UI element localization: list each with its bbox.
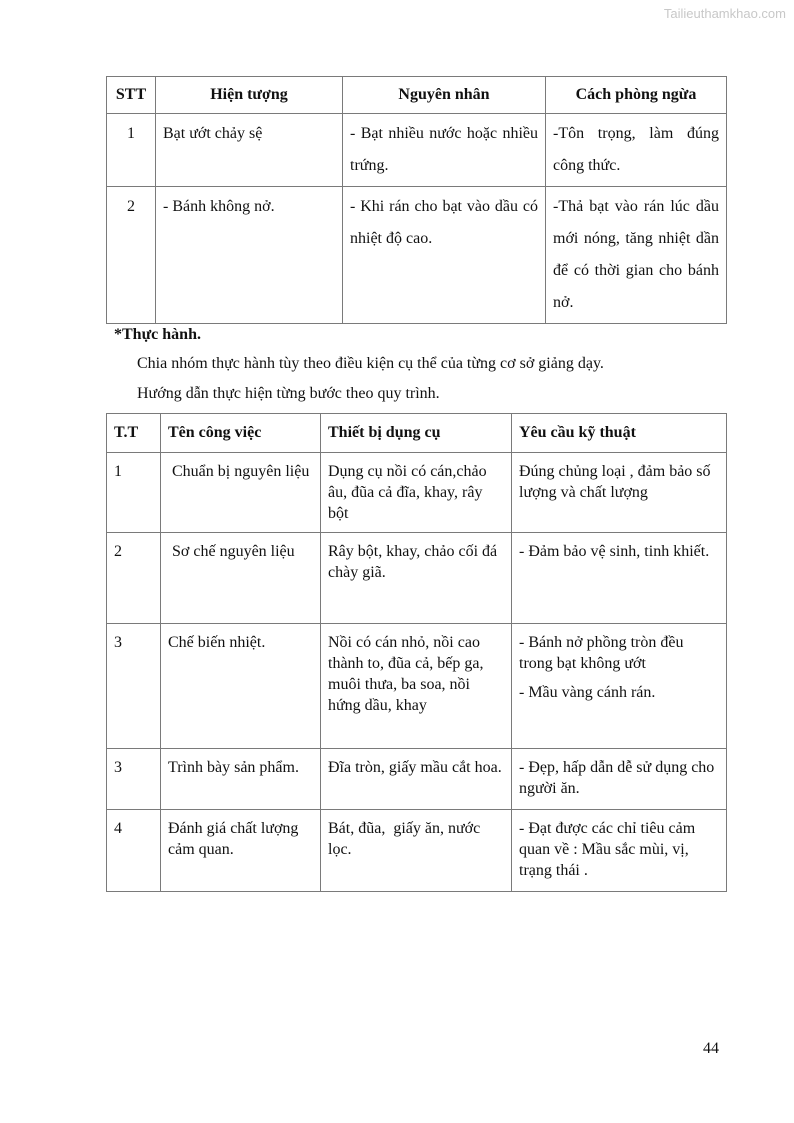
header-requirements: Yêu cầu kỹ thuật — [512, 414, 727, 453]
cell-cause: - Bạt nhiều nước hoặc nhiều trứng. — [343, 114, 546, 187]
cell-stt: 1 — [107, 114, 156, 187]
cell-task: Chuẩn bị nguyên liệu — [161, 453, 321, 533]
cell-tools: Dụng cụ nồi có cán,chảo âu, đũa cả đĩa, khay, rây bột — [321, 453, 512, 533]
cell-tools: Đĩa tròn, giấy mầu cắt hoa. — [321, 749, 512, 810]
table-row — [107, 187, 727, 324]
table-header-row — [107, 414, 727, 453]
paragraph: Hướng dẫn thực hiện từng bước theo quy trình. — [137, 385, 440, 402]
cell-tools: Rây bột, khay, chảo cối đá chày giã. — [321, 533, 512, 624]
header-task: Tên công việc — [161, 414, 321, 453]
requirement-text: - Đạt được các chỉ tiêu cảm quan về : Mầu sắc mùi, vị, trạng thái . — [519, 820, 696, 879]
header-cause: Nguyên nhân — [343, 77, 546, 114]
table-row — [107, 749, 727, 810]
header-prevention: Cách phòng ngừa — [546, 77, 727, 114]
table-row — [107, 624, 727, 749]
cell-requirements — [512, 810, 727, 892]
cell-task: Trình bày sản phẩm. — [161, 749, 321, 810]
cell-stt: 2 — [107, 187, 156, 324]
cell-tt: 1 — [107, 453, 161, 533]
cell-requirements — [512, 453, 727, 533]
requirement-text: - Đảm bảo vệ sinh, tinh khiết. — [519, 543, 710, 560]
procedure-table — [106, 413, 727, 892]
cell-prevention: -Thả bạt vào rán lúc dầu mới nóng, tăng nhiệt dần để có thời gian cho bánh nở. — [546, 187, 727, 324]
page-number: 44 — [703, 1040, 719, 1057]
cell-tools: Bát, đũa, giấy ăn, nước lọc. — [321, 810, 512, 892]
section-heading: *Thực hành. — [114, 326, 201, 343]
table-row — [107, 453, 727, 533]
requirement-text: - Đẹp, hấp dẫn dễ sử dụng cho người ăn. — [519, 759, 715, 797]
cell-phenomenon: - Bánh không nở. — [156, 187, 343, 324]
table-header-row — [107, 77, 727, 114]
header-tools: Thiết bị dụng cụ — [321, 414, 512, 453]
cell-tools: Nồi có cán nhỏ, nồi cao thành to, đũa cả, bếp ga, muôi thưa, ba soa, nồi hứng dầu, khay — [321, 624, 512, 749]
watermark: Tailieuthamkhao.com — [663, 6, 786, 21]
paragraph: Chia nhóm thực hành tùy theo điều kiện cụ thể của từng cơ sở giảng dạy. — [137, 355, 604, 372]
cell-tt: 3 — [107, 624, 161, 749]
cell-tt: 3 — [107, 749, 161, 810]
cell-task: Chế biến nhiệt. — [161, 624, 321, 749]
header-phenomenon: Hiện tượng — [156, 77, 343, 114]
requirement-text: Đúng chủng loại , đảm bảo số lượng và chất lượng — [519, 463, 711, 501]
cell-tt: 2 — [107, 533, 161, 624]
cell-cause: - Khi rán cho bạt vào dầu có nhiệt độ cao. — [343, 187, 546, 324]
cell-phenomenon: Bạt ướt chảy sệ — [156, 114, 343, 187]
header-tt: T.T — [107, 414, 161, 453]
requirement-text: - Bánh nở phồng tròn đều trong bạt không ướt — [519, 634, 684, 672]
cell-requirements — [512, 624, 727, 749]
header-stt: STT — [107, 77, 156, 114]
troubleshooting-table — [106, 76, 727, 324]
cell-tt: 4 — [107, 810, 161, 892]
cell-requirements — [512, 533, 727, 624]
table-row — [107, 114, 727, 187]
cell-task: Đánh giá chất lượng cảm quan. — [161, 810, 321, 892]
cell-task: Sơ chế nguyên liệu — [161, 533, 321, 624]
cell-prevention: -Tôn trọng, làm đúng công thức. — [546, 114, 727, 187]
cell-requirements — [512, 749, 727, 810]
requirement-text: - Mầu vàng cánh rán. — [519, 684, 656, 701]
table-row — [107, 533, 727, 624]
table-row — [107, 810, 727, 892]
